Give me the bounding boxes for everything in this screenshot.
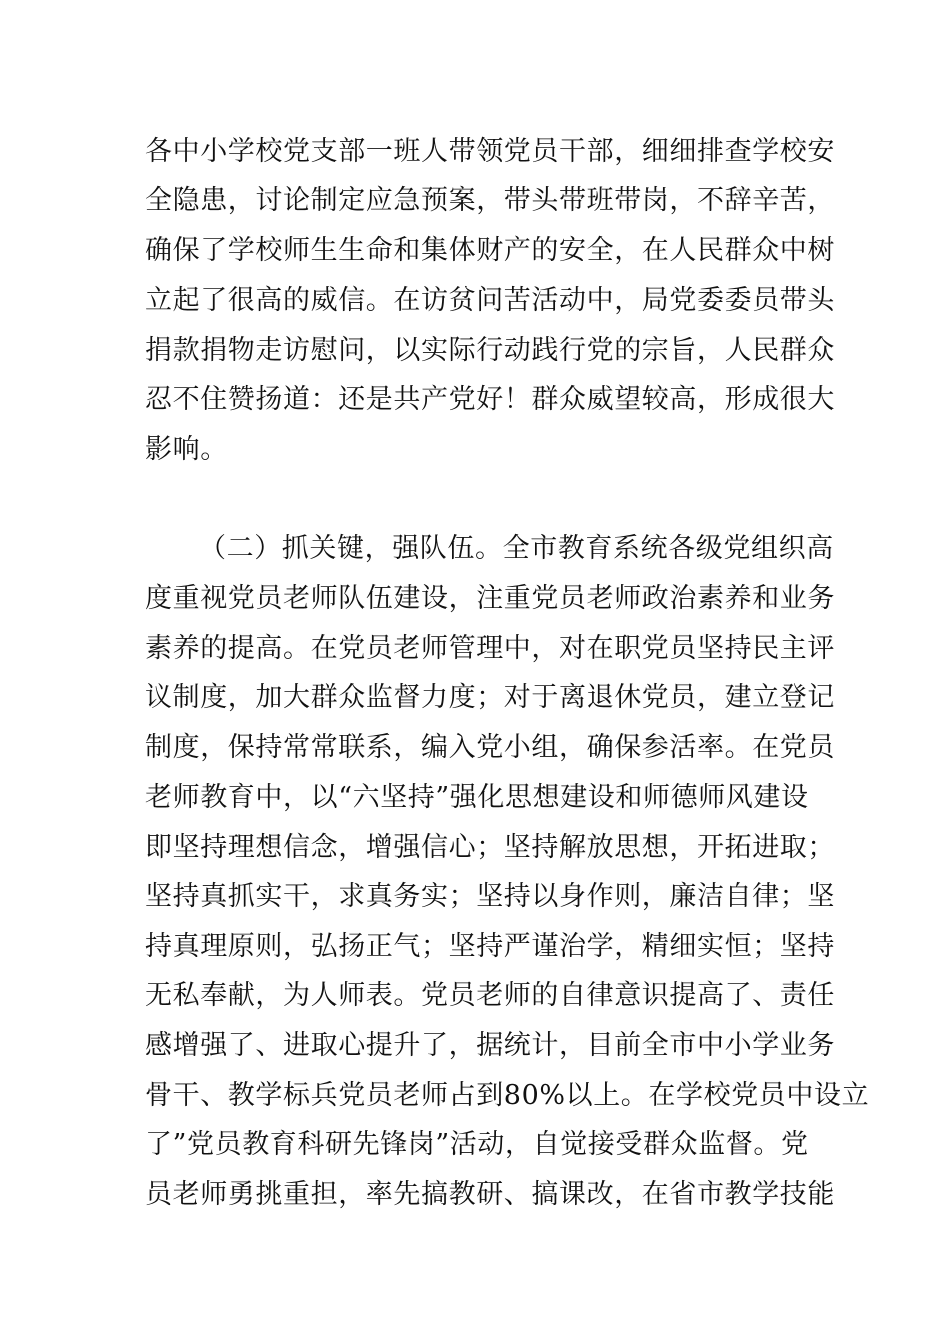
- text-line: 立起了很高的威信。在访贫问苦活动中，局党委委员带头: [145, 285, 835, 316]
- text-line: 确保了学校师生生命和集体财产的安全，在人民群众中树: [145, 235, 835, 266]
- text-line: 持真理原则，弘扬正气；坚持严谨治学，精细实恒；坚持: [145, 931, 835, 962]
- text-line: 素养的提高。在党员老师管理中，对在职党员坚持民主评: [145, 633, 835, 664]
- text-line: 影响。: [145, 434, 228, 465]
- text-line: 捐款捐物走访慰问，以实际行动践行党的宗旨，人民群众: [145, 335, 835, 366]
- text-line: 骨干、教学标兵党员老师占到80%以上。在学校党员中设立: [145, 1080, 870, 1111]
- text-line: 感增强了、进取心提升了，据统计，目前全市中小学业务: [145, 1030, 835, 1061]
- text-line: （二）抓关键，强队伍。全市教育系统各级党组织高: [199, 533, 834, 564]
- text-line: 老师教育中，以“六坚持”强化思想建设和师德师风建设: [145, 782, 809, 813]
- text-line: 全隐患，讨论制定应急预案，带头带班带岗，不辞辛苦，: [145, 185, 835, 216]
- text-line: 忍不住赞扬道：还是共产党好！群众威望较高，形成很大: [145, 384, 835, 415]
- text-line: 度重视党员老师队伍建设，注重党员老师政治素养和业务: [145, 583, 835, 614]
- text-line: 无私奉献，为人师表。党员老师的自律意识提高了、责任: [145, 980, 835, 1011]
- text-line: 坚持真抓实干，求真务实；坚持以身作则，廉洁自律；坚: [145, 881, 835, 912]
- text-line: 制度，保持常常联系，编入党小组，确保参活率。在党员: [145, 732, 835, 763]
- text-line: 各中小学校党支部一班人带领党员干部，细细排查学校安: [145, 136, 835, 167]
- text-line: 了”党员教育科研先锋岗”活动，自觉接受群众监督。党: [145, 1129, 809, 1160]
- text-line: 议制度，加大群众监督力度；对于离退休党员，建立登记: [145, 682, 835, 713]
- text-line: 员老师勇挑重担，率先搞教研、搞课改，在省市教学技能: [145, 1179, 835, 1210]
- text-line: 即坚持理想信念，增强信心；坚持解放思想，开拓进取；: [145, 832, 835, 863]
